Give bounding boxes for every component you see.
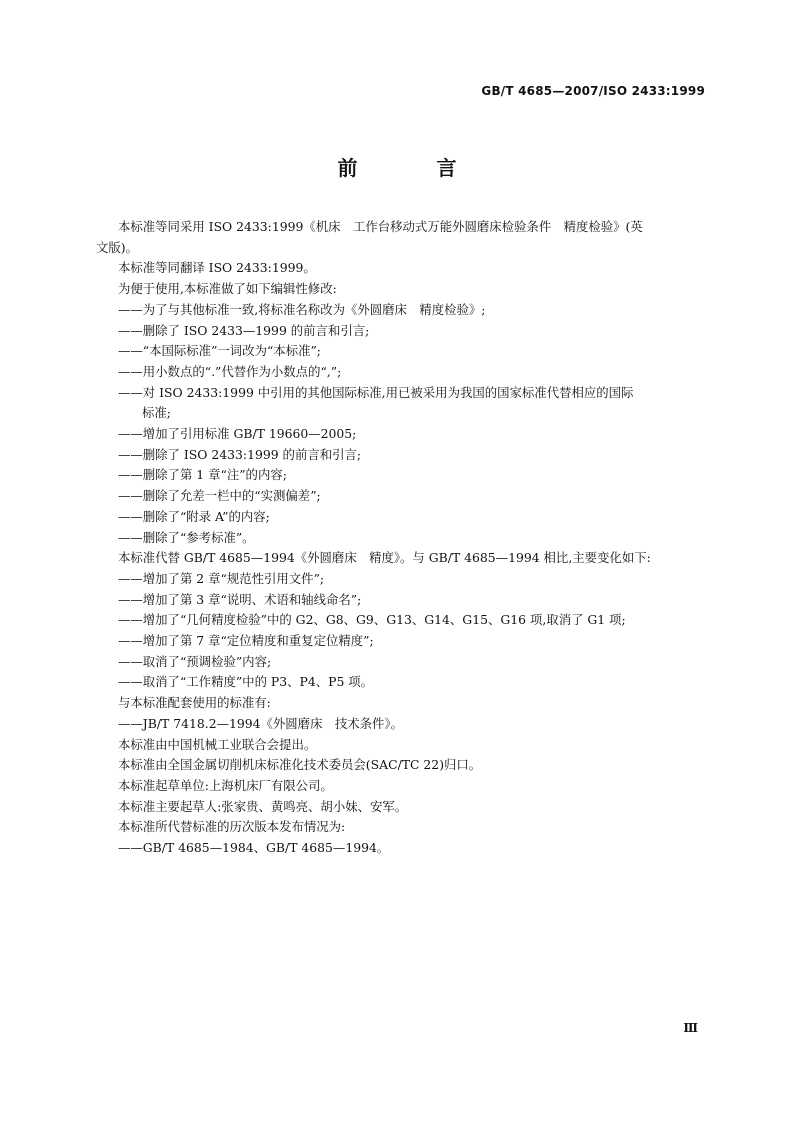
paragraph-line: ——删除了“参考标准”。 [118, 529, 255, 545]
paragraph-line: ——删除了 ISO 2433—1999 的前言和引言; [118, 322, 370, 338]
paragraph-line: 文版)。 [96, 239, 139, 255]
paragraph-line: 本标准主要起草人:张家贵、黄鸣亮、胡小妹、安军。 [118, 798, 408, 814]
paragraph-line: ——增加了引用标准 GB/T 19660—2005; [118, 426, 357, 442]
preface-body [96, 217, 708, 859]
paragraph-line: ——删除了允差一栏中的“实测偏差”; [118, 488, 321, 504]
paragraph-line: ——取消了“预调检验”内容; [118, 653, 272, 669]
paragraph-line: 本标准所代替标准的历次版本发布情况为: [118, 819, 346, 835]
paragraph-line: ——删除了第 1 章“注”的内容; [118, 467, 287, 483]
paragraph-line: 本标准由中国机械工业联合会提出。 [118, 736, 317, 752]
paragraph-line: ——对 ISO 2433:1999 中引用的其他国际标准,用已被采用为我国的国家标准代替相应的国际 [118, 384, 634, 400]
paragraph-line: 本标准代替 GB/T 4685—1994《外圆磨床 精度》。与 GB/T 4685—1994 相比,主要变化如下: [118, 550, 651, 566]
paragraph-line: 本标准等同翻译 ISO 2433:1999。 [118, 260, 316, 276]
paragraph-line: ——GB/T 4685—1984、GB/T 4685—1994。 [118, 840, 390, 856]
paragraph-line: ——删除了“附录 A”的内容; [118, 508, 270, 524]
standard-code: GB/T 4685—2007/ISO 2433:1999 [481, 84, 705, 98]
paragraph-line: ——JB/T 7418.2—1994《外圆磨床 技术条件》。 [118, 715, 403, 731]
paragraph-line: ——增加了“几何精度检验”中的 G2、G8、G9、G13、G14、G15、G16 项,取消了 G1 项; [118, 612, 626, 628]
paragraph-line: 本标准等同采用 ISO 2433:1999《机床 工作台移动式万能外圆磨床检验条件 精度检验》(英 [118, 219, 643, 234]
paragraph-line: ——增加了第 7 章“定位精度和重复定位精度”; [118, 633, 374, 649]
paragraph-line: 标准; [142, 405, 171, 421]
paragraph-line: ——用小数点的“.”代替作为小数点的“,”; [118, 363, 342, 379]
page-number: Ⅲ [683, 1021, 698, 1035]
paragraph-line: ——增加了第 3 章“说明、术语和轴线命名”; [118, 591, 362, 607]
paragraph-line: ——增加了第 2 章“规范性引用文件”; [118, 570, 325, 586]
paragraph-line: ——“本国际标准”一词改为“本标准”; [118, 343, 321, 359]
paragraph-line: ——删除了 ISO 2433:1999 的前言和引言; [118, 446, 362, 462]
paragraph-line: ——取消了“工作精度”中的 P3、P4、P5 项。 [118, 674, 374, 690]
paragraph-line: 与本标准配套使用的标准有: [118, 695, 271, 711]
paragraph-line: 本标准由全国金属切削机床标准化技术委员会(SAC/TC 22)归口。 [118, 757, 482, 773]
paragraph-line: 本标准起草单位:上海机床厂有限公司。 [118, 777, 333, 793]
paragraph-line: ——为了与其他标准一致,将标准名称改为《外圆磨床 精度检验》; [118, 301, 486, 317]
page-title: 前 言 [337, 156, 493, 180]
paragraph-line: 为便于使用,本标准做了如下编辑性修改: [118, 281, 337, 297]
